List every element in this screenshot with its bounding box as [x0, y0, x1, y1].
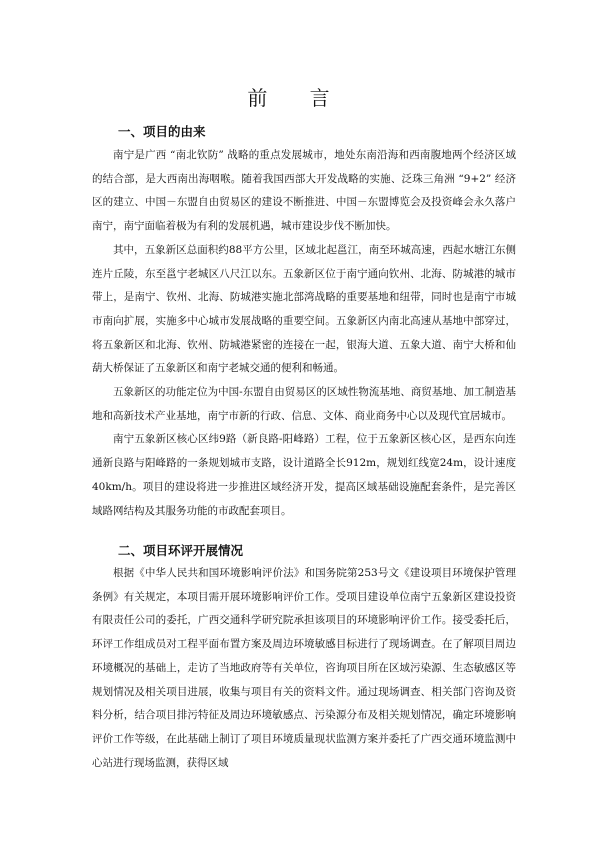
paragraph: 南宁五象新区核心区纬9路（新良路-阳峰路）工程，位于五象新区核心区，是西东向连通新良路与阳峰路的一条规划城市支路，设计道路全长912m，规划红线宽24m，设计速度40km/h。项目的建设将进一步推进区域经济开发，提高区域基础设施配套条件，是完善区域路网结构及其服务功能的市政配套项目。 [92, 433, 516, 517]
paragraph: 根据《中华人民共和国环境影响评价法》和国务院第253号文《建设项目环境保护管理条例》有关规定，本项目需开展环境影响评价工作。受项目建设单位南宁五象新区建设投资有限责任公司的委托，广西交通科学研究院承担该项目的环境影响评价工作。接受委托后，环评工作组成员对工程平面布置方案及周边环境敏感目标进行了现场调查。在了解项目周边环境概况的基础上，走访了当地政府等有关单位，咨询项目所在区域污染源、生态敏感区等规划情况及相关项目进展，收集与项目有关的资料文件。通过现场调查、相关部门咨询及资料分析，结合项目排污特征及周边环境敏感点、污染源分布及相关规划情况，确定环境影响评价工作等级，在此基础上制订了项目环境质量现状监测方案并委托了广西交通环境监测中心站进行现场监测，获得区域 [92, 567, 516, 769]
section-heading-eia-progress: 二、项目环评开展情况 [118, 543, 244, 558]
paragraph: 南宁是广西 “南北钦防” 战略的重点发展城市，地处东南沿海和西南腹地两个经济区域的结合部，是大西南出海咽喉。随着我国西部大开发战略的实施、泛珠三角洲 “9+2” 经济区的建立、中国－东盟自由贸易区的建设不断推进、中国－东盟博览会及投资峰会永久落户南宁，南宁面临着极为有利的发展机遇，城市建设步伐不断加快。 [92, 149, 516, 233]
section-body-origin [92, 144, 516, 523]
document-title: 前 言 [247, 86, 348, 110]
paragraph: 五象新区的功能定位为中国-东盟自由贸易区的区域性物流基地、商贸基地、加工制造基地和高新技术产业基地，南宁市新的行政、信息、文体、商业商务中心以及现代宜居城市。 [92, 386, 516, 422]
paragraph: 其中，五象新区总面积约88平方公里，区域北起邕江，南至环城高速，西起水塘江东侧连片丘陵，东至邕宁老城区八尺江以东。五象新区位于南宁通向钦州、北海、防城港的城市带上，是南宁、钦州、北海、防城港实施北部湾战略的重要基地和纽带，同时也是南宁市城市南向扩展，实施多中心城市发展战略的重要空间。五象新区内南北高速从基地中部穿过，将五象新区和北海、钦州、防城港紧密的连接在一起，银海大道、五象大道、南宁大桥和仙葫大桥保证了五象新区和南宁老城交通的便利和畅通。 [92, 243, 516, 375]
section-heading-origin: 一、项目的由来 [118, 124, 206, 139]
section-body-eia-progress [92, 562, 516, 775]
